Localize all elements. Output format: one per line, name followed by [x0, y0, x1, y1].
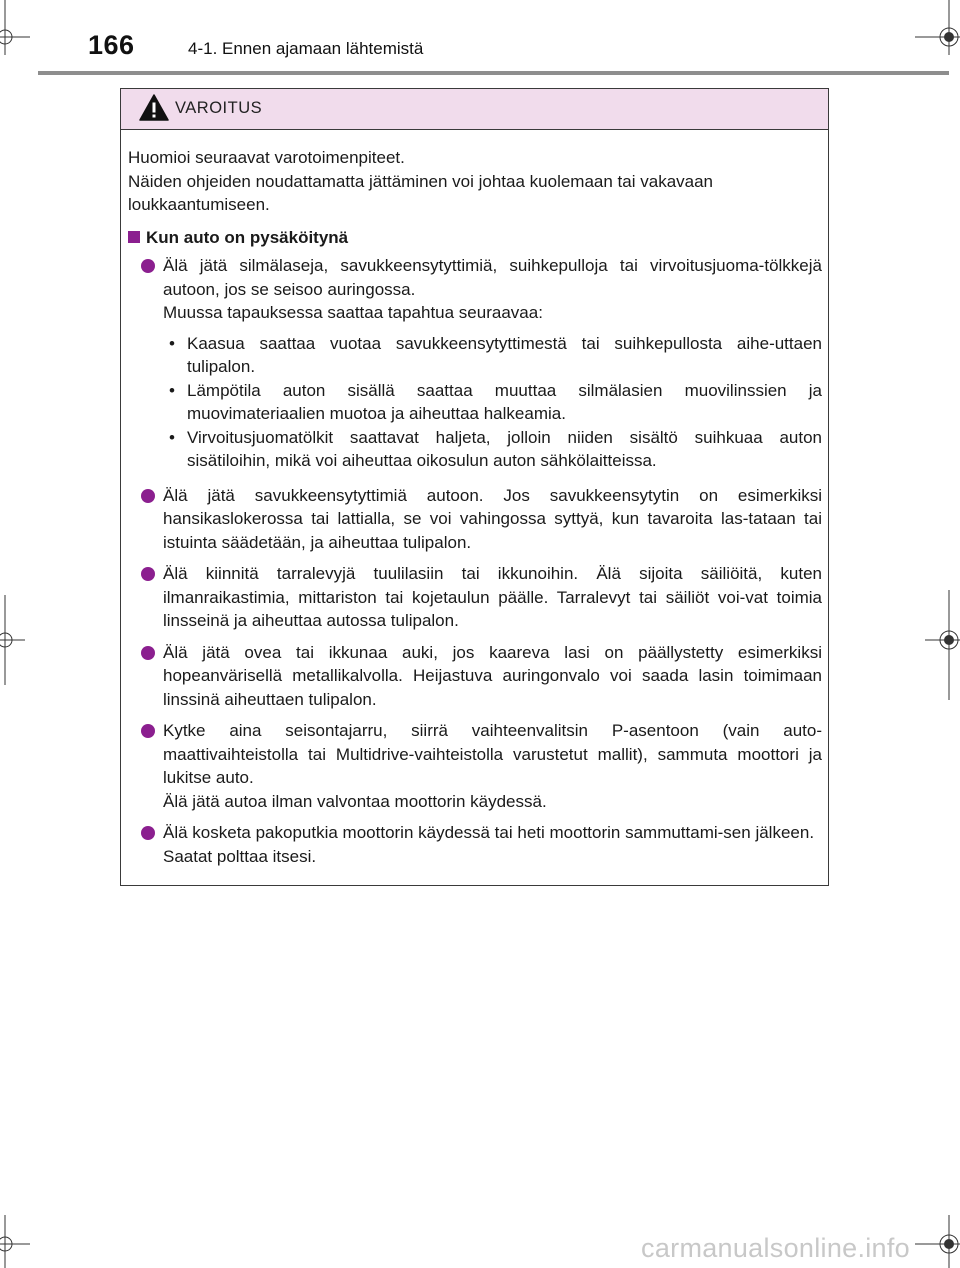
- item-paragraph: Kytke aina seisontajarru, siirrä vaihteenvalitsin P-asentoon (vain auto-maattivaihteistolla tai Multidrive-vaihteistolla varustetut mallit), sammuta moottori ja lukitse auto.: [163, 721, 822, 787]
- section-title: 4-1. Ennen ajamaan lähtemistä: [188, 39, 424, 58]
- intro-line-2: Näiden ohjeiden noudattamatta jättäminen voi johtaa kuolemaan tai vakavaan loukkaantumiseen.: [128, 171, 714, 214]
- item-paragraph: Saatat polttaa itsesi.: [163, 846, 317, 866]
- crop-mark-top-right: [915, 0, 960, 60]
- warning-title: VAROITUS: [175, 99, 263, 117]
- header-rule: [38, 71, 949, 75]
- warning-triangle-icon: [139, 94, 169, 122]
- dot-bullet-icon: •: [169, 427, 175, 447]
- square-bullet-icon: [128, 231, 140, 243]
- warning-item: [128, 484, 822, 555]
- round-bullet-icon: [141, 567, 155, 581]
- subheading: [128, 226, 822, 250]
- crop-mark-mid-left: [0, 595, 30, 685]
- item-paragraph: Älä kiinnitä tarralevyjä tuulilasiin tai ikkunoihin. Älä sijoita säiliöitä, kuten ilmanraikastimia, mittariston tai kojetaulun päälle. Tarralevyt tai säiliöt voi-vat toimia linsseinä ja aiheuttaa autossa tulipalon.: [163, 564, 822, 630]
- warning-item: [128, 254, 822, 476]
- sub-list-item: [163, 426, 822, 473]
- warning-body: [121, 130, 828, 868]
- intro-line-1: Huomioi seuraavat varotoimenpiteet.: [128, 148, 405, 167]
- crop-mark-mid-right: [915, 590, 960, 700]
- sub-list-item: [163, 379, 822, 426]
- warning-header: [121, 89, 828, 130]
- subheading-text: Kun auto on pysäköitynä: [146, 227, 349, 247]
- warning-item: [128, 821, 822, 868]
- round-bullet-icon: [141, 259, 155, 273]
- watermark: carmanualsonline.info: [641, 1233, 910, 1263]
- dot-bullet-icon: •: [169, 333, 175, 353]
- sub-list: [163, 332, 822, 473]
- crop-mark-top-left: [0, 0, 60, 60]
- warning-box: [120, 88, 829, 886]
- item-paragraph: Älä jätä ovea tai ikkunaa auki, jos kaareva lasi on päällystetty esimerkiksi hopeanvärisellä metallikalvolla. Heijastuva auringonvalo voi saada lasin toimimaan linssinä aiheuttaen tulipalon.: [163, 642, 822, 709]
- crop-mark-bottom-right: [915, 1210, 960, 1268]
- round-bullet-icon: [141, 826, 155, 840]
- sub-list-text: Lämpötila auton sisällä saattaa muuttaa silmälasien muovilinssien ja muovimateriaalien muotoa ja aiheuttaa halkeamia.: [187, 380, 822, 423]
- dot-bullet-icon: •: [169, 380, 175, 400]
- warning-item: [128, 562, 822, 633]
- sub-list-text: Kaasua saattaa vuotaa savukkeensytyttimestä tai suihkepullosta aihe-uttaen tulipalon.: [187, 333, 822, 376]
- sub-list-text: Virvoitusjuomatölkit saattavat haljeta, jolloin niiden sisältö suihkuaa auton sisätiloihin, mikä voi aiheuttaa oikosulun auton sähkölaitteissa.: [187, 427, 822, 470]
- round-bullet-icon: [141, 489, 155, 503]
- round-bullet-icon: [141, 646, 155, 660]
- item-paragraph: Älä jätä silmälaseja, savukkeensytyttimiä, suihkepulloja tai virvoitusjuoma-tölkkejä autoon, jos se seisoo auringossa.: [163, 256, 822, 299]
- sub-list-item: [163, 332, 822, 379]
- crop-mark-bottom-left: [0, 1210, 60, 1268]
- warning-item: [128, 719, 822, 813]
- item-paragraph: Muussa tapauksessa saattaa tapahtua seuraavaa:: [163, 303, 543, 322]
- warning-item: [128, 641, 822, 712]
- item-paragraph: Älä kosketa pakoputkia moottorin käydessä tai heti moottorin sammuttami-sen jälkeen.: [163, 823, 815, 842]
- round-bullet-icon: [141, 724, 155, 738]
- page-number: 166: [88, 30, 135, 60]
- item-paragraph: Älä jätä autoa ilman valvontaa moottorin käydessä.: [163, 791, 547, 811]
- item-paragraph: Älä jätä savukkeensytyttimiä autoon. Jos savukkeensytytin on esimerkiksi hansikaslokerossa tai lattialla, se voi vahingossa syttyä, kun tavaroita las-tataan tai istuinta säädetään, ja aiheuttaa tulipalon.: [163, 485, 822, 552]
